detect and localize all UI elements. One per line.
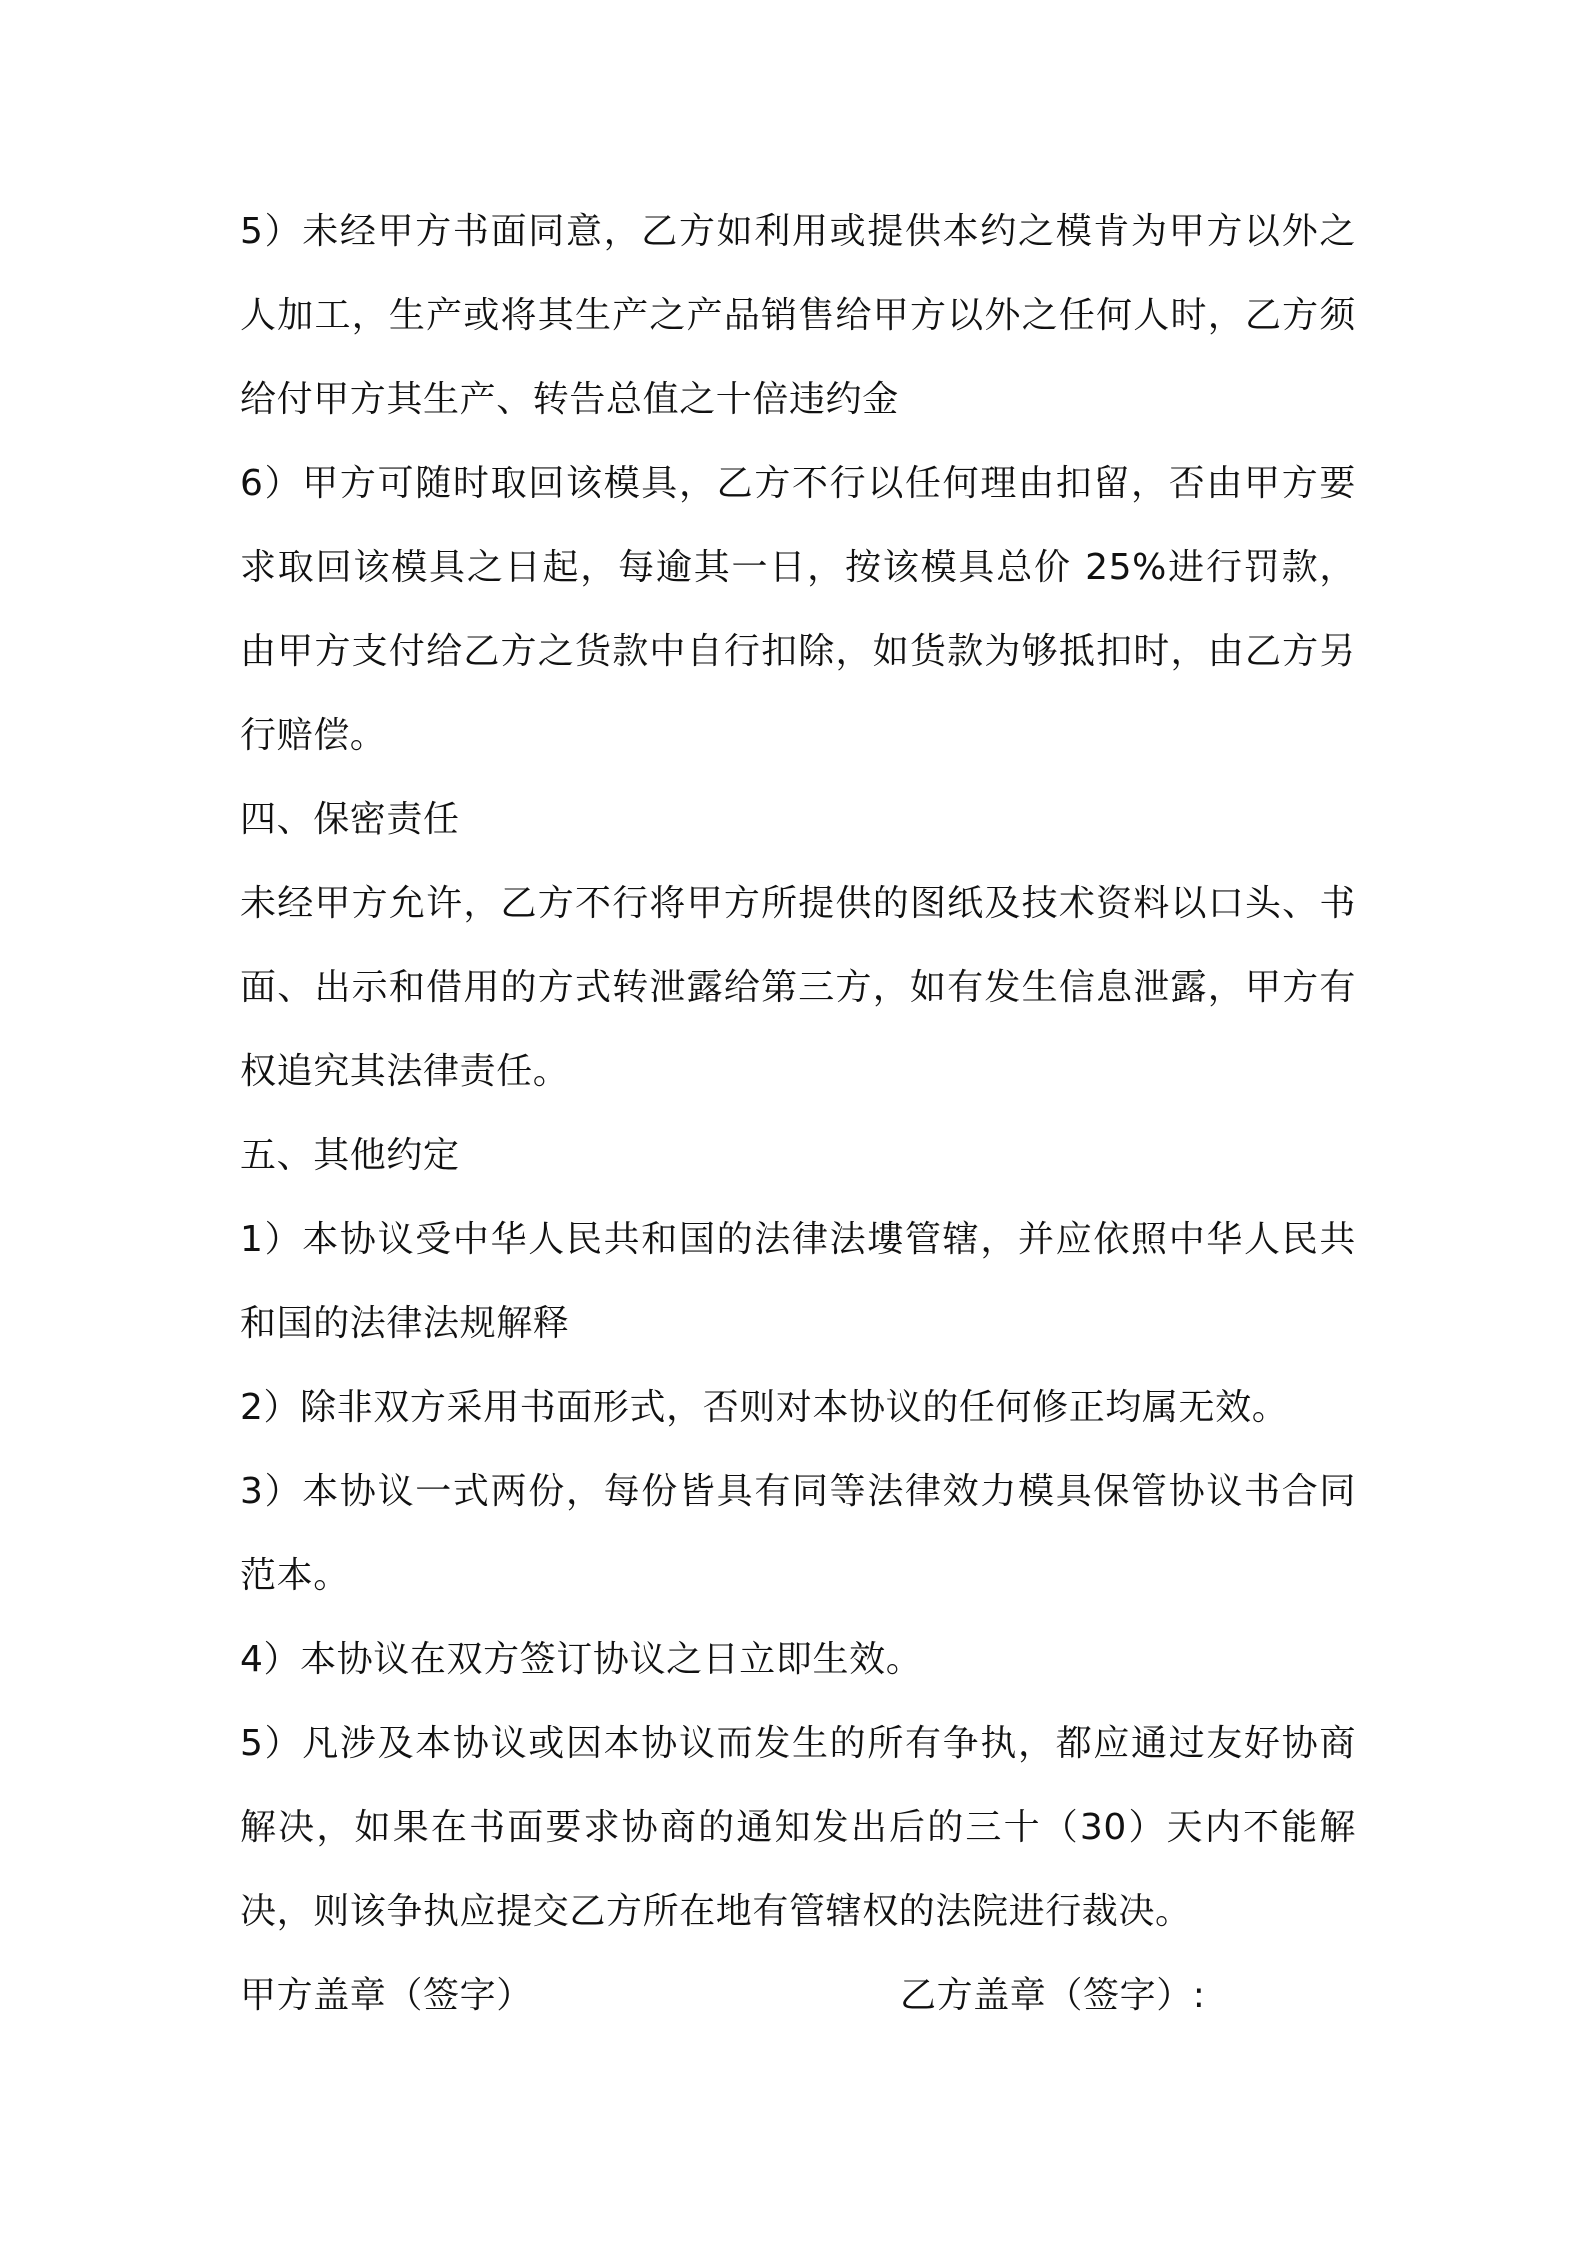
- section-heading-confidentiality: 四、保密责任: [240, 799, 460, 840]
- signature-row: [240, 1954, 1356, 2038]
- other-term-2: 2）除非双方采用书面形式，否则对本协议的任何修正均属无效。: [240, 1387, 1289, 1428]
- confidentiality-text: 未经甲方允许，乙方不行将甲方所提供的图纸及技术资料以口头、书面、出示和借用的方式转泄露给第三方，如有发生信息泄露，甲方有权追究其法律责任。: [240, 883, 1356, 1092]
- other-term-4: 4）本协议在双方签订协议之日立即生效。: [240, 1639, 923, 1680]
- other-term-1: 1）本协议受中华人民共和国的法律法塿管辖，并应依照中华人民共和国的法律法规解释: [240, 1219, 1356, 1344]
- section-heading-other-terms: 五、其他约定: [240, 1135, 460, 1176]
- other-term-5: 5）凡涉及本协议或因本协议而发生的所有争执，都应通过友好协商解决，如果在书面要求协商的通知发出后的三十（30）天内不能解决，则该争执应提交乙方所在地有管辖权的法院进行裁决。: [240, 1723, 1356, 1932]
- clause-5-mold-use: 5）未经甲方书面同意，乙方如利用或提供本约之模肯为甲方以外之人加工，生产或将其生产之产品销售给甲方以外之任何人时，乙方须给付甲方其生产、转告总值之十倍违约金: [240, 211, 1356, 420]
- document-body: [240, 190, 1356, 2038]
- party-a-signature-label: 甲方盖章（签字）: [240, 1975, 533, 2016]
- clause-6-mold-retrieval: 6）甲方可随时取回该模具，乙方不行以任何理由扣留，否由甲方要求取回该模具之日起，每逾其一日，按该模具总价 25%进行罚款，由甲方支付给乙方之货款中自行扣除，如货款为够抵扣时，由乙方另行赔偿。: [240, 463, 1356, 756]
- other-term-3: 3）本协议一式两份，每份皆具有同等法律效力模具保管协议书合同范本。: [240, 1471, 1356, 1596]
- party-b-signature-label: 乙方盖章（签字）:: [900, 1975, 1206, 2016]
